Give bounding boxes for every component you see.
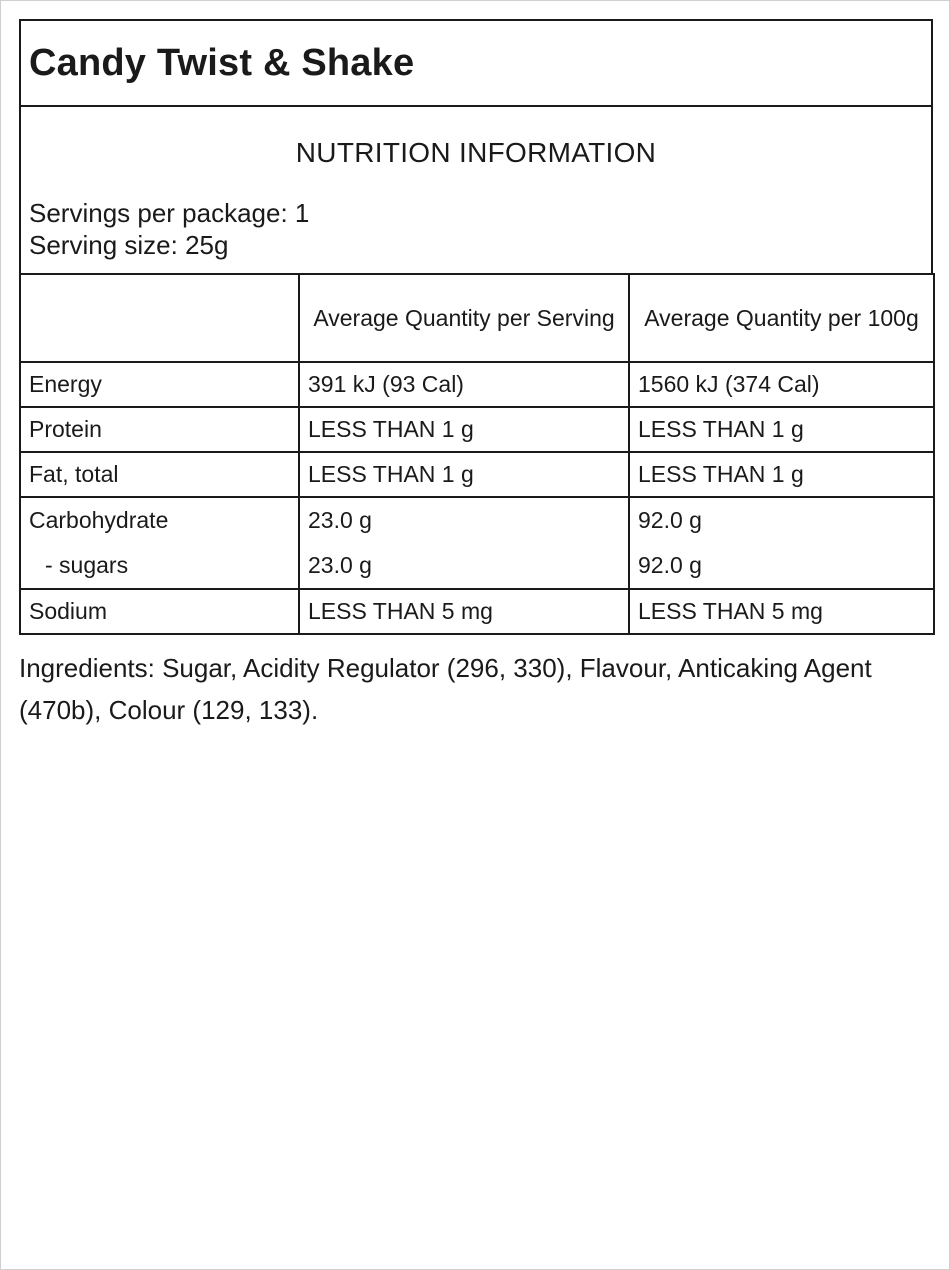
nutrition-panel <box>19 19 933 731</box>
header-per-100g: Average Quantity per 100g <box>629 274 934 362</box>
nutrition-table <box>19 273 935 635</box>
row-serving-value: 23.0 g <box>308 507 372 533</box>
row-per100-value: LESS THAN 1 g <box>629 407 934 452</box>
table-header-row <box>20 274 934 362</box>
header-per-serving: Average Quantity per Serving <box>299 274 629 362</box>
row-serving-value: 391 kJ (93 Cal) <box>299 362 629 407</box>
row-per100-value: LESS THAN 1 g <box>629 452 934 497</box>
table-row-energy <box>20 362 934 407</box>
product-title: Candy Twist & Shake <box>29 41 415 84</box>
nutrition-heading: NUTRITION INFORMATION <box>295 137 657 168</box>
nutrition-info-box <box>19 107 933 273</box>
table-row-fat <box>20 452 934 497</box>
serving-size: Serving size: 25g <box>29 230 229 260</box>
row-label: Sodium <box>20 589 299 634</box>
header-blank <box>20 274 299 362</box>
row-label-group <box>20 497 299 589</box>
row-serving-value: LESS THAN 1 g <box>299 407 629 452</box>
row-serving-value: LESS THAN 1 g <box>299 452 629 497</box>
title-box <box>19 19 933 107</box>
row-label: Energy <box>20 362 299 407</box>
row-per100-value: 1560 kJ (374 Cal) <box>629 362 934 407</box>
table-row-sodium <box>20 589 934 634</box>
servings-info <box>29 197 309 261</box>
row-label: Carbohydrate <box>29 507 169 533</box>
row-per100-value: LESS THAN 5 mg <box>629 589 934 634</box>
row-sublabel: - sugars <box>45 552 129 578</box>
servings-per-package: Servings per package: 1 <box>29 198 310 228</box>
row-serving-group <box>299 497 629 589</box>
row-label: Protein <box>20 407 299 452</box>
row-per100-value: 92.0 g <box>638 507 702 533</box>
row-sub-per100-value: 92.0 g <box>638 552 702 578</box>
row-serving-value: LESS THAN 5 mg <box>299 589 629 634</box>
row-per100-group <box>629 497 934 589</box>
ingredients-text: Ingredients: Sugar, Acidity Regulator (296, 330), Flavour, Anticaking Agent (470b), Colour (129, 133). <box>19 653 872 725</box>
row-label: Fat, total <box>20 452 299 497</box>
row-sub-serving-value: 23.0 g <box>308 552 372 578</box>
table-row-protein <box>20 407 934 452</box>
table-row-carbohydrate <box>20 497 934 589</box>
